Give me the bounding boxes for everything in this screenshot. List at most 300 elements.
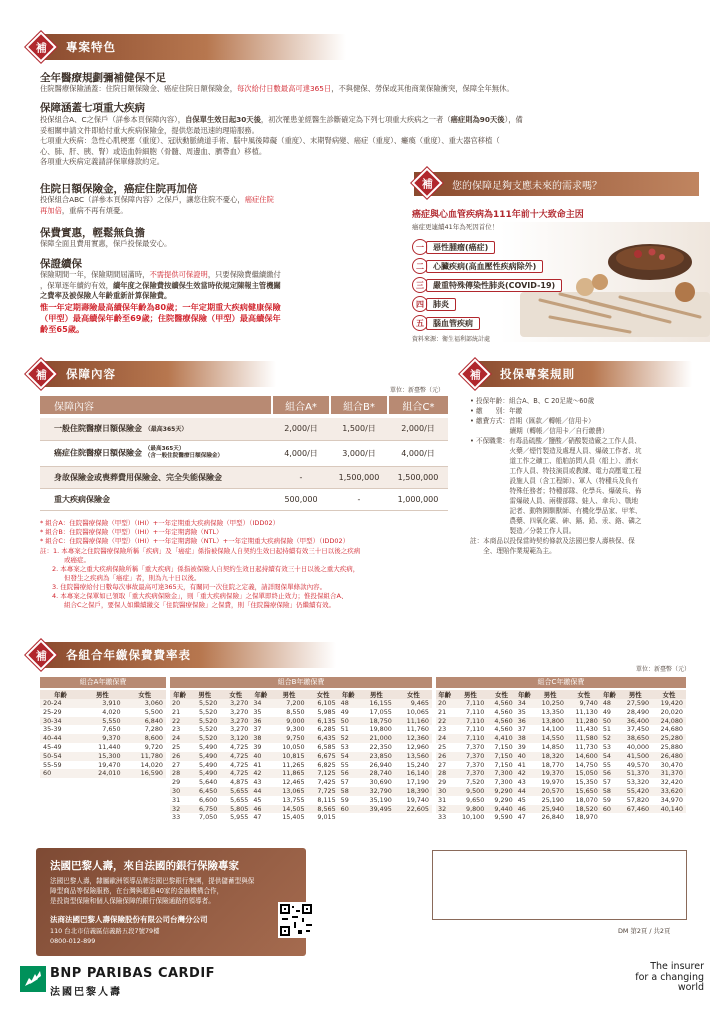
cell-value: 36,400 [618, 717, 652, 726]
cell-value: 3,120 [220, 734, 251, 743]
cell-value: 43 [253, 778, 262, 787]
cell-value: 41 [253, 760, 262, 769]
cell-value: 42 [251, 769, 270, 778]
cell-value: 36 [516, 717, 534, 726]
cell-value: 34 [251, 699, 270, 708]
cell-value: 45 [517, 795, 526, 804]
brand-slogan: The insurer for a changing world [635, 961, 704, 993]
cell-value: 1,500,000 [330, 466, 388, 488]
cell-value: 56 [601, 769, 619, 778]
cell-value: 44 [251, 787, 270, 796]
col-header: 女性 [220, 690, 251, 699]
cell-value: 27 [438, 760, 447, 769]
cell-value: 24,010 [81, 769, 123, 778]
cell-value: 4,560 [494, 707, 513, 716]
cell-value: 18,320 [533, 752, 567, 761]
cell-value: 3,060 [124, 699, 166, 708]
cell-value: 11,280 [567, 717, 601, 726]
cell-value: 12,465 [282, 778, 305, 787]
cell-value: 59 [602, 795, 611, 804]
cause-item [412, 297, 456, 311]
cell-value: 14,100 [541, 725, 564, 734]
table-row [436, 725, 686, 734]
cell-value: 31 [438, 795, 447, 804]
cell-value: 2,000/日 [388, 418, 448, 440]
cell-value: 13,755 [282, 795, 305, 804]
cell-value: 7,425 [317, 778, 336, 787]
cell-value: 4,875 [230, 778, 249, 787]
bnp-stars-logo-icon [20, 966, 46, 992]
cell-value: 8,115 [317, 795, 336, 804]
cell-value: 6,435 [308, 734, 339, 743]
cell-value: 4,410 [487, 734, 515, 743]
cell-value: 7,650 [102, 725, 121, 734]
cell-value: 54 [339, 752, 358, 761]
cell-value: 26,480 [652, 752, 686, 761]
feature-text-2: 投保組合A、C之保戶（詳參本頁保障內容），自保單生效日起30天後，初次罹患並經醫生診斷確定為下列七項重大疾病之一者（癌症則為90天後），備 妥相關申請文件即給付重大疾病保險金，提供您最迅速的理賠服務。 七項重大疾病：急性心肌梗塞（重度）、冠狀動脈繞道手術、腦中風後障礙（重度）、末期腎病變、癌症（重度）、癱瘓（重度）、重大器官移植（ 心、肺、肝、胰、腎）或造血幹細胞（骨髓、周邊血、臍帶血）移植。 各項重大疾病定義請詳保單條款約定。 [40, 115, 523, 166]
cell-value: 23 [172, 725, 181, 734]
col-header: 保障內容 [40, 396, 272, 414]
cell-value: 7,110 [454, 699, 488, 708]
cell-value: 5,640 [198, 778, 218, 787]
cell-value: 18,070 [575, 795, 598, 804]
cell-value: 11,430 [575, 725, 598, 734]
cell-value: 20 [170, 699, 189, 708]
cell-value: 5,500 [144, 707, 163, 716]
rank-badge: 三 [412, 277, 428, 293]
cell-value: 16,590 [124, 769, 166, 778]
cell-value: 7,300 [494, 778, 513, 787]
cell-value: 34 [516, 699, 534, 708]
cell-value: 6,105 [308, 699, 339, 708]
cell-value: 6,450 [189, 787, 220, 796]
company-heading: 法國巴黎人壽，來自法國的銀行保險專家 [50, 860, 239, 872]
cell-value: 7,110 [454, 734, 488, 743]
cell-value: 4,725 [220, 769, 251, 778]
col-header: 年齡 [251, 690, 270, 699]
cell-value: 26 [436, 752, 454, 761]
col-header: 女性 [567, 690, 601, 699]
cell-value: 4,725 [230, 760, 249, 769]
col-header: 年齡 [170, 690, 189, 699]
company-info-box [36, 848, 306, 956]
table-row [170, 787, 432, 796]
table-row [170, 796, 432, 805]
cell-value: 12,960 [406, 742, 429, 751]
cell-value: 14,850 [541, 742, 564, 751]
cell-value: 55-59 [43, 760, 62, 769]
cell-value: 5,520 [189, 699, 220, 708]
cell-value: 8,565 [308, 805, 339, 814]
table-row [170, 725, 432, 734]
cell-value: 22 [436, 717, 454, 726]
cell-value: 3,270 [220, 717, 251, 726]
feature-heading-2: 保障涵蓋七項重大疾病 [40, 102, 145, 114]
cell-value: 15,240 [406, 760, 429, 769]
cell-value: 29 [172, 778, 181, 787]
feature-text-4: 保障全面且費用實惠，保戶投保最安心。 [40, 239, 172, 248]
table-row [436, 761, 686, 770]
cell-value: 2,000/日 [272, 418, 330, 440]
unit-label: 單位：新臺幣（元） [390, 387, 445, 394]
section-header-features [36, 34, 346, 60]
cell-value: 23 [438, 725, 447, 734]
cell-value: 7,125 [308, 769, 339, 778]
cell-value: 22 [170, 717, 189, 726]
cell-value: 29 [438, 778, 447, 787]
col-header: 年齡 [516, 690, 534, 699]
cell-value: 11,865 [271, 769, 308, 778]
cell-value: 60 [601, 805, 619, 814]
cell-value: 15,050 [567, 769, 601, 778]
cell-value: 26,940 [369, 760, 392, 769]
cell-value: 7,370 [466, 760, 485, 769]
cell-value: 30-34 [40, 717, 81, 726]
benefit-name: 癌症住院醫療日額保險金 （最高365天） （含一般住院醫療日額保險金） [40, 440, 272, 466]
cell-value: 26,840 [541, 813, 564, 822]
cell-value: 5,805 [220, 805, 251, 814]
cell-value: 46 [516, 805, 534, 814]
cell-value: 23,850 [358, 752, 395, 761]
cell-value: 28,490 [626, 707, 650, 716]
cell-value: 6,135 [308, 717, 339, 726]
cell-value: 19,740 [406, 795, 429, 804]
table-row [170, 761, 432, 770]
table-row [170, 734, 432, 743]
cell-value: 5,985 [317, 707, 336, 716]
need-subtitle: 癌症與心血管疾病為111年前十大致命主因 [412, 210, 584, 220]
rank-badge: 五 [412, 315, 428, 331]
col-header: 女性 [395, 690, 432, 699]
cell-value [618, 813, 652, 822]
table-row [170, 805, 432, 814]
cell-value: 57 [602, 778, 611, 787]
table-row [170, 699, 432, 708]
cell-value: 51 [340, 725, 349, 734]
brand-name: BNP PARIBAS CARDIF [50, 966, 216, 981]
section-header-rules [470, 361, 692, 387]
cell-value: 55 [602, 760, 611, 769]
premium-grid [170, 690, 432, 822]
page-number: DM 第2頁 / 共2頁 [618, 927, 671, 935]
cell-value: 40-44 [40, 734, 81, 743]
cell-value: 36 [251, 717, 270, 726]
cell-value: 49 [602, 707, 611, 716]
table-caption: 組合A年繳保費 [40, 677, 166, 688]
section-header-coverage [36, 361, 276, 387]
section-title: 保障內容 [66, 367, 116, 381]
cause-label: 心臟疾病(高血壓性疾病除外) [426, 260, 543, 273]
cell-value: 1,500/日 [330, 418, 388, 440]
cell-value: 30 [436, 787, 454, 796]
cell-value: - [272, 466, 330, 488]
cell-value: 14,750 [575, 760, 598, 769]
cell-value: 5,520 [189, 734, 220, 743]
cell-value [358, 813, 395, 822]
rank-badge: 二 [412, 258, 428, 274]
cell-value: 18,770 [541, 760, 564, 769]
cell-value: 50-54 [40, 752, 81, 761]
cell-value: 9,440 [487, 805, 515, 814]
feature-heading-5: 保證續保 [40, 258, 82, 270]
cell-value: 5,490 [198, 760, 218, 769]
table-row [40, 752, 166, 761]
cell-value: 5,655 [220, 787, 251, 796]
cell-value: 7,520 [466, 778, 485, 787]
cell-value: 9,290 [487, 787, 515, 796]
cell-value: 60 [40, 769, 81, 778]
cell-value: 7,725 [308, 787, 339, 796]
cell-value: 51 [602, 725, 611, 734]
table-row [40, 418, 448, 440]
cell-value: 4,725 [230, 742, 249, 751]
table-row [170, 769, 432, 778]
cell-value: 56 [339, 769, 358, 778]
benefit-name: 身故保險金或喪葬費用保險金、完全失能保險金 [40, 466, 272, 488]
cell-value: 43 [517, 778, 526, 787]
need-banner [414, 172, 699, 196]
cell-value: 55 [340, 760, 349, 769]
cell-value: 52 [339, 734, 358, 743]
cell-value: 3,000/日 [330, 440, 388, 466]
cell-value: 3,270 [220, 699, 251, 708]
cell-value: 30,690 [369, 778, 392, 787]
cell-value: 11,760 [406, 725, 429, 734]
cell-value: 11,130 [575, 707, 598, 716]
feature-text-5: 保險期間一年，保險期間屆滿時，不需提供可保證明，只要保險費繼續繳付 ，保單逐年續約有效，續年度之保險費按續保生效當時依規定陳報主管機關 之費率及被保險人年齡重新計算保險費。 惟一年定期壽險最高續保年齡為80歲；一年定期重大疾病健康保險 （甲型）最高續保年齡至69歲；住院醫療保險（甲型）最高續保年 齡至65歲。 [40, 270, 281, 334]
cell-value: 25,940 [533, 805, 567, 814]
benefit-name: 重大疾病保險金 [40, 488, 272, 510]
cell-value: 32,790 [358, 787, 395, 796]
cell-value: 25 [172, 742, 181, 751]
table-row [40, 769, 166, 778]
cell-value: 18,390 [395, 787, 432, 796]
table-row [436, 734, 686, 743]
cause-label: 惡性腫瘤(癌症) [426, 241, 495, 254]
cell-value: 21 [438, 707, 447, 716]
cell-value: 35-39 [43, 725, 62, 734]
cell-value: 6,675 [308, 752, 339, 761]
cell-value: 57,820 [626, 795, 650, 804]
cell-value: 15,650 [567, 787, 601, 796]
cell-value: 7,150 [494, 742, 513, 751]
cell-value: 40,000 [626, 742, 650, 751]
cell-value: 9,500 [454, 787, 488, 796]
table-row [170, 752, 432, 761]
table-row [436, 778, 686, 787]
cell-value: 6,840 [124, 717, 166, 726]
cell-value: 53 [602, 742, 611, 751]
col-header: 男性 [189, 690, 220, 699]
cell-value: 15,405 [282, 813, 305, 822]
col-header: 男性 [81, 690, 123, 699]
cell-value: 5,655 [230, 795, 249, 804]
cell-value: 10,050 [282, 742, 305, 751]
seal-icon: 補 [411, 167, 442, 198]
col-header: 年齡 [40, 690, 81, 699]
cell-value: 8,600 [124, 734, 166, 743]
cell-value: 9,290 [494, 795, 513, 804]
cell-value: 42 [516, 769, 534, 778]
cell-value: 15,300 [81, 752, 123, 761]
col-header: 男性 [618, 690, 652, 699]
cell-value: 7,370 [454, 752, 488, 761]
table-row [436, 699, 686, 708]
col-header: 年齡 [436, 690, 454, 699]
cell-value: 11,780 [124, 752, 166, 761]
cell-value: 27,590 [618, 699, 652, 708]
section-title: 各組合年繳保費費率表 [66, 648, 191, 662]
cell-value: 16,140 [395, 769, 432, 778]
cell-value: 39 [253, 742, 262, 751]
cell-value: 60 [339, 805, 358, 814]
cell-value: 30,470 [660, 760, 683, 769]
cell-value: 20 [436, 699, 454, 708]
cell-value: 13,065 [271, 787, 308, 796]
table-row [170, 743, 432, 752]
table-row [436, 787, 686, 796]
cell-value: 7,150 [494, 760, 513, 769]
table-row [436, 708, 686, 717]
cause-label: 肺炎 [426, 298, 456, 311]
section-title: 專案特色 [66, 40, 116, 54]
company-desc: 法國巴黎人壽，隸屬歐洲領導品牌法國巴黎銀行集團，提供儲蓄型與保 障型商品等保險服務，在台灣與超過40家的金融機構合作， 是投資型保險和個人保險保障的銀行保險通路的領導者。 [50, 877, 255, 905]
cell-value: 18,750 [358, 717, 395, 726]
cell-value: 7,110 [466, 725, 485, 734]
col-header: 男性 [454, 690, 488, 699]
cell-value: 18,520 [567, 805, 601, 814]
table-row [170, 717, 432, 726]
cell-value: 28 [436, 769, 454, 778]
cause-item [412, 316, 480, 330]
cell-value: 44 [516, 787, 534, 796]
cell-value: 40 [251, 752, 270, 761]
cell-value: 10,100 [461, 813, 485, 822]
cell-value: 38,650 [618, 734, 652, 743]
section-header-premium [36, 642, 336, 668]
cell-value: 19,420 [652, 699, 686, 708]
company-name: 法商法國巴黎人壽保險股份有限公司台灣分公司 [50, 915, 208, 924]
cell-value: 7,110 [454, 717, 488, 726]
cell-value: 14,020 [140, 760, 163, 769]
cell-value: 13,800 [533, 717, 567, 726]
cell-value: 6,750 [189, 805, 220, 814]
cell-value: 33 [438, 813, 447, 822]
cell-value: 3,270 [230, 707, 249, 716]
feature-text-3: 投保組合ABC（詳參本頁保障內容）之保戶，讓您住院不憂心，癌症住院 再加倍，重病不再有煩憂。 [40, 195, 274, 215]
col-header: 男性 [271, 690, 308, 699]
cell-value: 10,065 [406, 707, 429, 716]
cell-value: 11,440 [98, 742, 121, 751]
cell-value: 7,300 [487, 769, 515, 778]
cell-value: 4,560 [487, 717, 515, 726]
cell-value: 32,420 [660, 778, 683, 787]
cell-value: 6,600 [198, 795, 218, 804]
feature-heading-3: 住院日額保險金，癌症住院再加倍 [40, 183, 198, 195]
cell-value: 22,350 [369, 742, 392, 751]
cell-value: 57 [340, 778, 349, 787]
need-title: 您的保障足夠支應未來的需求嗎？ [452, 180, 602, 192]
cell-value: 47 [253, 813, 262, 822]
cell-value: 9,750 [271, 734, 308, 743]
cell-value: 26 [170, 752, 189, 761]
cell-value: 20-24 [40, 699, 81, 708]
cause-item [412, 259, 543, 273]
cell-value: 37 [253, 725, 262, 734]
cell-value: 37 [517, 725, 526, 734]
table-caption: 組合C年繳保費 [436, 677, 686, 688]
cell-value: 4,560 [494, 725, 513, 734]
cell-value: 50 [339, 717, 358, 726]
cell-value: 14,505 [271, 805, 308, 814]
cell-value: 15,350 [575, 778, 598, 787]
col-header: 組合B* [330, 396, 388, 414]
premium-table-c [436, 677, 686, 837]
company-phone: 0800-012-899 [50, 937, 96, 945]
coverage-combo-notes: * 組合A：住院醫療保險（甲型）（IHI）+一年定期重大疾病保險（甲型）（IDD02） * 組合B：住院醫療保險（甲型）（IHI）+一年定期壽險（NTL） * 組合C：住院醫療保險（甲型）（IHI）+一年定期壽險（NTL）+一年定期重大疾病保險（甲型）（IDD02） [40, 519, 350, 545]
cell-value: 45-49 [43, 742, 62, 751]
cell-value: 51,370 [618, 769, 652, 778]
rank-badge: 四 [412, 296, 428, 312]
feature-heading-4: 保費實惠，輕鬆無負擔 [40, 227, 145, 239]
cell-value: 48 [339, 699, 358, 708]
unit-label: 單位：新臺幣（元） [636, 666, 691, 673]
cell-value: 21 [172, 707, 181, 716]
cell-value: 4,020 [102, 707, 121, 716]
cell-value: 32 [436, 805, 454, 814]
cell-value: 24,080 [652, 717, 686, 726]
table-header-row [436, 690, 686, 699]
cell-value: 9,000 [271, 717, 308, 726]
cell-value: 14,550 [533, 734, 567, 743]
seal-icon: 補 [25, 639, 56, 670]
cell-value: 24 [170, 734, 189, 743]
cell-value: 31,370 [652, 769, 686, 778]
cell-value: 6,285 [317, 725, 336, 734]
col-header: 男性 [358, 690, 395, 699]
table-header-row [40, 690, 166, 699]
table-row [40, 761, 166, 770]
cell-value: 16,155 [358, 699, 395, 708]
cell-value: 25,190 [541, 795, 564, 804]
col-header: 女性 [308, 690, 339, 699]
col-header: 組合A* [272, 396, 330, 414]
cell-value: 1,000,000 [388, 488, 448, 510]
table-row [40, 440, 448, 466]
cell-value: 11,265 [282, 760, 305, 769]
cell-value: 25 [438, 742, 447, 751]
cell-value: 5,520 [189, 717, 220, 726]
qr-code-icon[interactable] [278, 902, 314, 938]
cell-value: 40,140 [652, 805, 686, 814]
table-row [40, 708, 166, 717]
cell-value: 21,000 [358, 734, 395, 743]
table-row [40, 717, 166, 726]
cell-value: 7,110 [466, 707, 485, 716]
table-row [170, 813, 432, 822]
cell-value: 17,190 [406, 778, 429, 787]
coverage-footnotes: 註：1. 本專案之住院醫療保險所稱「疾病」及「癌症」係指被保險人自契約生效日起持續有效三十日以後之疾病 或癌症。 2. 本專案之重大疾病保險所稱「重大疾病」係指被保險人自契約生效日起持續有效三十日以後之重大疾病， 但發生之疾病為「癌症」者，則為九十日以後。 3. 住院醫療給付日數每次事故最高可達365天，有關同一次住院之定義，請詳閱保單條款內容。 4. 本專案之保單如已領取「重大疾病保險金」，則「重大疾病保險」之保單即終止效力；惟投保組合A、 組合C之保戶，要保人如繼續繳交「住院醫療保險」之保費，則「住院醫療保險」仍繼續有效。 [40, 547, 361, 609]
table-row [436, 813, 686, 822]
cell-value: 24,680 [660, 725, 683, 734]
cell-value: 5,955 [230, 813, 249, 822]
cell-value: 48 [601, 699, 619, 708]
cell-value: 5,490 [189, 752, 220, 761]
cell-value: 7,370 [454, 769, 488, 778]
cell-value: 25,280 [652, 734, 686, 743]
rank-badge: 一 [412, 239, 428, 255]
cell-value: 5,490 [198, 742, 218, 751]
